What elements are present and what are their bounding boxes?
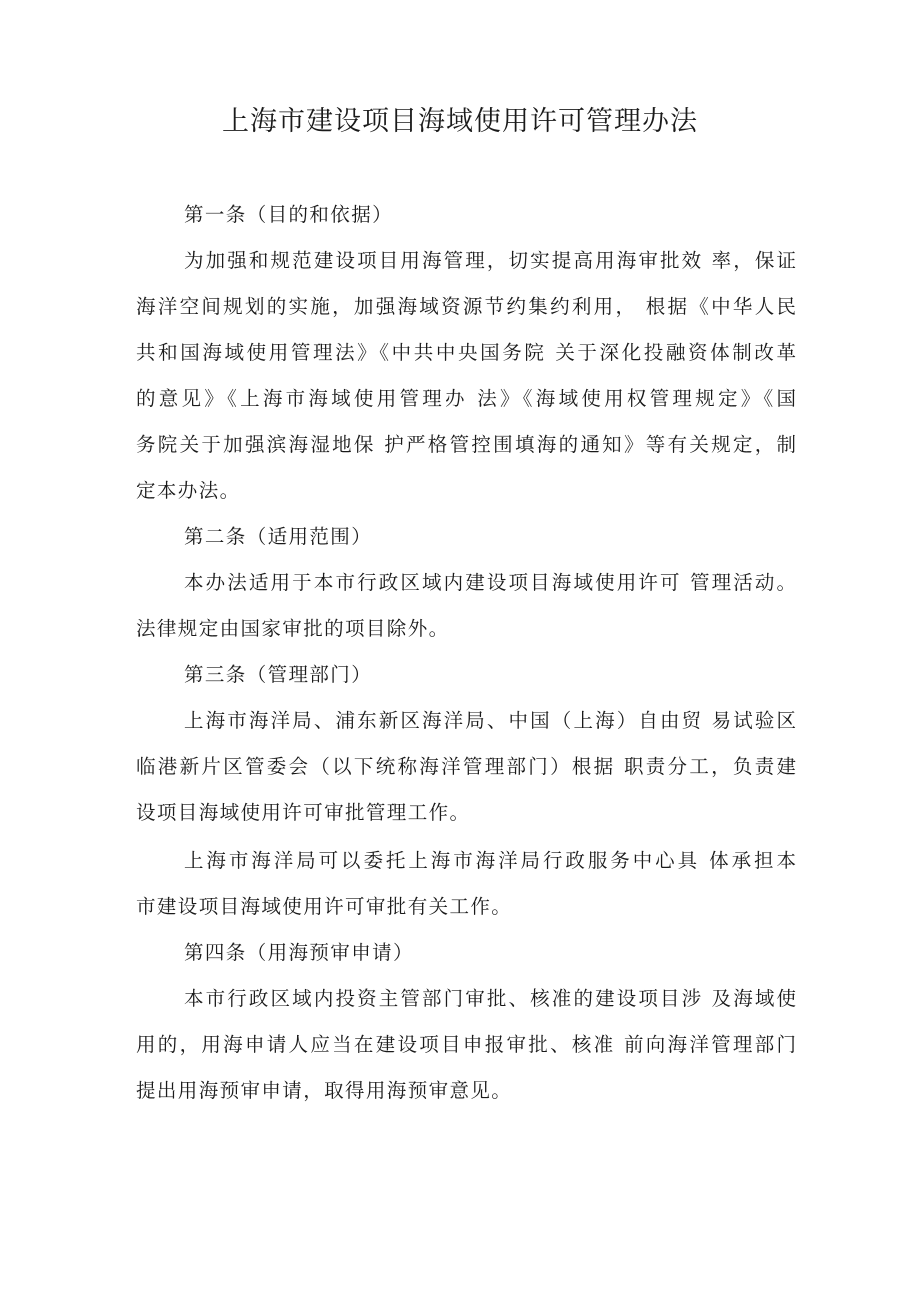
paragraph-line: 上海市海洋局、浦东新区海洋局、中国（上海）自由贸 易试验区 xyxy=(184,709,796,732)
article-heading: 第四条（用海预审申请） xyxy=(184,941,414,964)
paragraph-line: 法律规定由国家审批的项目除外。 xyxy=(136,617,450,640)
paragraph-line: 设项目海域使用许可审批管理工作。 xyxy=(136,801,471,824)
paragraph-line: 定本办法。 xyxy=(136,479,241,502)
article-heading: 第二条（适用范围） xyxy=(184,525,373,548)
document-body xyxy=(136,192,796,1114)
paragraph-line: 上海市海洋局可以委托上海市海洋局行政服务中心具 体承担本 xyxy=(184,849,796,872)
paragraph-line: 本市行政区域内投资主管部门审批、核准的建设项目涉 及海域使 xyxy=(184,987,796,1010)
article-heading: 第一条（目的和依据） xyxy=(184,203,394,226)
paragraph-line: 市建设项目海域使用许可审批有关工作。 xyxy=(136,895,513,918)
document-title: 上海市建设项目海域使用许可管理办法 xyxy=(222,106,698,137)
paragraph-line: 共和国海域使用管理法》《中共中央国务院 关于深化投融资体制改革 xyxy=(136,341,796,364)
paragraph-line: 用的，用海申请人应当在建设项目申报审批、核准 前向海洋管理部门 xyxy=(136,1033,796,1056)
paragraph-line: 本办法适用于本市行政区域内建设项目海域使用许可 管理活动。 xyxy=(184,571,796,594)
paragraph-line: 提出用海预审申请，取得用海预审意见。 xyxy=(136,1079,513,1102)
article-heading: 第三条（管理部门） xyxy=(184,663,373,686)
paragraph-line: 务院关于加强滨海湿地保 护严格管控围填海的通知》等有关规定，制 xyxy=(136,433,796,456)
paragraph-line: 临港新片区管委会（以下统称海洋管理部门）根据 职责分工，负责建 xyxy=(136,755,796,778)
paragraph-line: 的意见》《上海市海域使用管理办 法》《海域使用权管理规定》《国 xyxy=(136,387,796,410)
paragraph-line: 海洋空间规划的实施，加强海域资源节约集约利用， 根据《中华人民 xyxy=(136,295,796,318)
paragraph-line: 为加强和规范建设项目用海管理，切实提高用海审批效 率，保证 xyxy=(184,249,796,272)
